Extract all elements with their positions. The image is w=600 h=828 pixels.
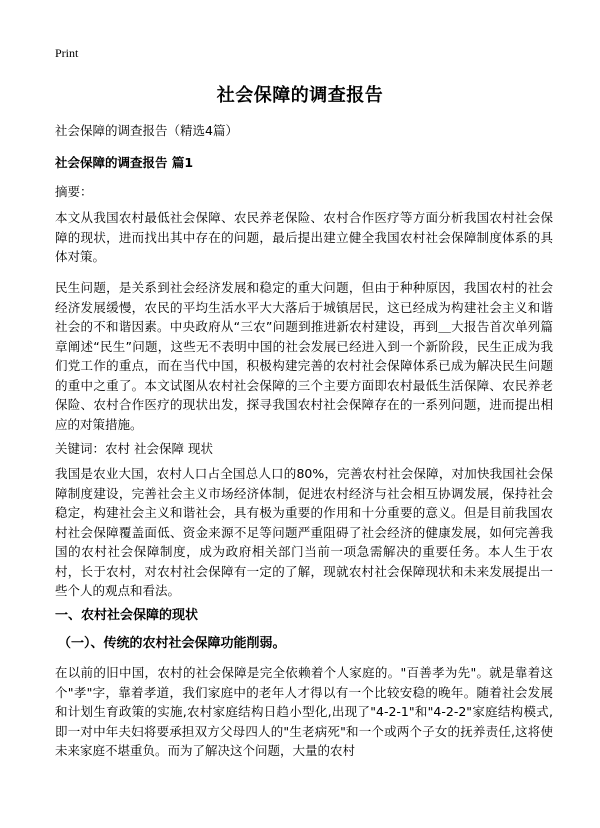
print-label[interactable]: Print bbox=[55, 46, 79, 60]
section-title: 社会保障的调查报告 篇1 bbox=[55, 155, 194, 170]
keywords: 关键词：农村 社会保障 现状 bbox=[55, 441, 213, 456]
paragraph-abstract: 本文从我国农村最低社会保障、农民养老保险、农村合作医疗等方面分析我国农村社会保障的现状，进而找出其中存在的问题，最后提出建立健全我国农村社会保障制度体系的具体对策。 bbox=[55, 210, 553, 264]
heading-level-1: 一、农村社会保障的现状 bbox=[55, 608, 199, 623]
paragraph-background: 我国是农业大国，农村人口占全国总人口的80%，完善农村社会保障，对加快我国社会保障制度建设，完善社会主义市场经济体制，促进农村经济与社会相互协调发展，保持社会稳定，构建社会主义和谐社会，具有极为重要的作用和十分重要的意义。但是目前我国农村社会保障覆盖面低、资金来源不足等问题严重阻碍了社会经济的健康发展，如何完善我国的农村社会保障制度，成为政府相关部门当前一项急需解决的重要任务。本人生于农村，长于农村，对农村社会保障有一定的了解，现就农村社会保障现状和未来发展提出一些个人的观点和看法。 bbox=[55, 466, 553, 598]
document-subtitle: 社会保障的调查报告（精选4篇） bbox=[55, 123, 238, 138]
abstract-label: 摘要： bbox=[55, 184, 93, 199]
heading-level-2: （一）、传统的农村社会保障功能削弱。 bbox=[58, 636, 286, 651]
paragraph-introduction: 民生问题，是关系到社会经济发展和稳定的重大问题，但由于种种原因，我国农村的社会经济发展缓慢，农民的平均生活水平大大落后于城镇居民，这已经成为构建社会主义和谐社会的不和谐因素。中央政府从“三农”问题到推进新农村建设，再到＿大报告首次单列篇章阐述“民生”问题，这些无不表明中国的社会发展已经进入到一个新阶段，民生正成为我们党工作的重点，而在当代中国，积极构建完善的农村社会保障体系已成为解决民生问题的重中之重了。本文试图从农村社会保障的三个主要方面即农村最低生活保障、农民养老保险、农村合作医疗的现状出发，探寻我国农村社会保障存在的一系列问题，进而提出相应的对策措施。 bbox=[55, 280, 553, 432]
paragraph-current-status: 在以前的旧中国，农村的社会保障是完全依赖着个人家庭的。"百善孝为先"。就是靠着这个"孝"字，靠着孝道，我们家庭中的老年人才得以有一个比较安稳的晚年。随着社会发展和计划生育政策的实施,农村家庭结构日趋小型化,出现了"4-2-1"和"4-2-2"家庭结构模式,即一对中年夫妇将要承担双方父母四人的"生老病死"和一个或两个子女的抚养责任,这将使未来家庭不堪重负。而为了解决这个问题，大量的农村 bbox=[55, 665, 553, 758]
page-title: 社会保障的调查报告 bbox=[216, 85, 384, 106]
